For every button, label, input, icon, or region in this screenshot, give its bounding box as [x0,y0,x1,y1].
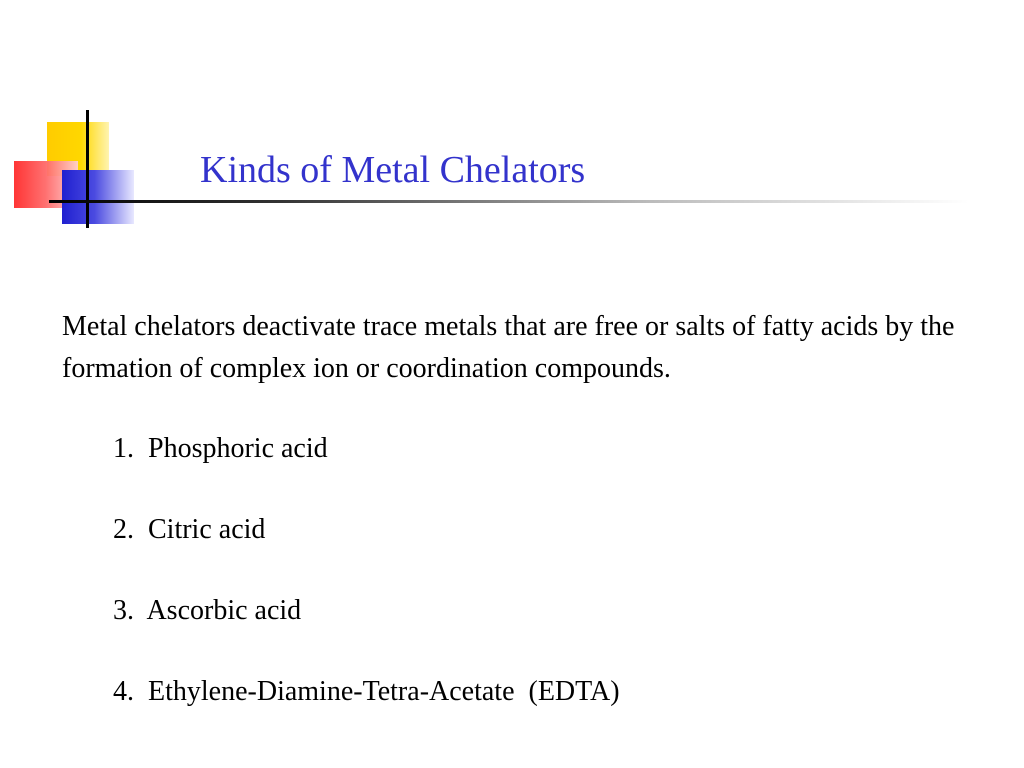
slide-title: Kinds of Metal Chelators [200,149,586,191]
list-item: 3. Ascorbic acid [113,595,302,626]
chelator-list [113,428,620,752]
list-item: 1. Phosphoric acid [113,433,328,464]
vertical-rule [86,110,89,228]
slide-logo-decoration [0,100,180,240]
title-underline-rule [49,200,969,203]
intro-paragraph: Metal chelators deactivate trace metals that are free or salts of fatty acids by the formation of complex ion or coordination compounds. [62,311,955,384]
blue-square-decoration [62,170,134,224]
list-item: 2. Citric acid [113,514,266,545]
list-item: 4. Ethylene-Diamine-Tetra-Acetate (EDTA) [113,676,620,707]
